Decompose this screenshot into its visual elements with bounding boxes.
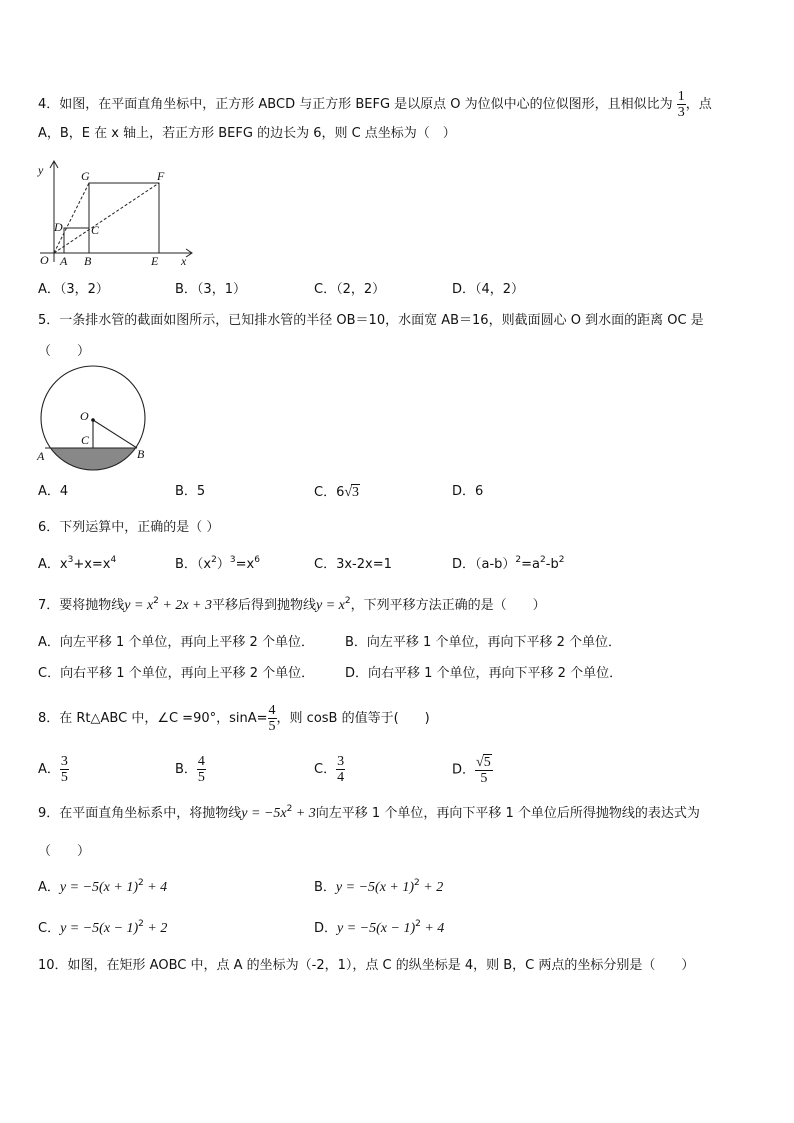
q6-d-exp2: 2 [540,555,546,565]
q8-option-b[interactable] [175,754,206,785]
q7-expr2: y = x [316,598,345,613]
q4-ratio-num: 1 [677,89,685,104]
q6-option-b[interactable] [175,557,260,573]
q5-water-area [34,448,152,472]
q7-option-d[interactable]: D．向右平移 1 个单位，再向下平移 2 个单位． [345,666,623,681]
q9-option-d[interactable] [314,921,444,937]
q7-expr1-exp: 2 [153,596,159,606]
q9-stem-line2: （ ） [38,844,91,859]
q9-option-c-expr: y = −5(x − 1) [60,921,139,936]
q5-option-b[interactable]: B．5 [175,484,206,499]
q4-label-e: E [151,254,159,268]
q6-stem: 6．下列运算中，正确的是（ ） [38,520,220,535]
q5-label-a: A [37,449,45,463]
q5-label-b: B [137,447,145,461]
q9-option-b-expr: y = −5(x + 1) [335,880,415,895]
q9-option-c-label: C． [38,921,61,936]
q4-stem-tail: ，点 [685,97,712,112]
q9-option-a-expr: y = −5(x + 1) [59,880,138,895]
q8-option-c[interactable] [314,754,345,785]
q8-option-d-num: 5 [483,755,491,770]
q8-sin-fraction [268,703,277,734]
q5-option-a[interactable]: A．4 [38,484,69,499]
q4-stem-text: 4．如图，在平面直角坐标中，正方形 ABCD 与正方形 BEFG 是以原点 O 为位似中心的位似图形，且相似比为 [38,97,673,112]
q8-stem [38,703,430,734]
q4-label-d: D [54,220,63,234]
q9-option-a-exp: 2 [138,878,144,888]
q6-b-exp2: 3 [229,555,236,565]
q9-option-b-tail: + 2 [419,880,444,895]
q5-label-c: C [81,433,90,447]
q6-b-exp3: 6 [254,555,260,565]
q9-stem-text2: 向左平移 1 个单位，再向下平移 1 个单位后所得抛物线的表达式为 [315,806,700,821]
q4-ratio-den: 3 [677,105,685,120]
q4-label-g: G [81,169,90,183]
q8-option-c-den: 4 [337,770,345,785]
q6-d-text1: D．（a-b） [452,557,516,572]
q9-expr-rest: + 3 [292,806,316,821]
q8-sin-den: 5 [268,719,276,734]
q8-option-c-num: 3 [337,754,345,769]
q4-label-b: B [84,254,92,268]
q9-option-d-tail: + 4 [420,921,445,936]
q4-label-o: O [40,253,49,267]
q4-square-befg [89,183,159,253]
q9-stem [38,806,700,822]
q6-a-exp1: 3 [67,555,74,565]
q4-label-x: x [181,254,187,268]
q9-option-d-label: D． [314,921,338,936]
q8-option-d-den: 5 [480,771,488,786]
q6-option-c[interactable]: C．3x-2x=1 [314,557,392,572]
q6-b-text3: =x [235,557,255,572]
q5-option-d[interactable]: D．6 [452,484,484,499]
q9-expr-exp: 2 [286,804,293,814]
q9-option-c-exp: 2 [138,919,144,929]
q9-option-a-tail: + 4 [143,880,168,895]
q4-option-b[interactable]: B．（3，1） [175,282,246,297]
q7-stem [38,598,546,614]
q5-option-c[interactable]: C．6√3 [314,485,360,500]
q7-expr1-rest: + 2x + 3 [158,598,212,613]
q4-label-a: A [60,254,68,268]
q4-dash-og [54,183,89,253]
q8-option-a-den: 5 [60,770,68,785]
q8-option-b-num: 4 [197,754,205,769]
q7-stem-text1: 7．要将抛物线 [38,598,125,613]
q6-d-exp3: 2 [558,555,565,565]
q4-stem-line2: A，B，E 在 x 轴上，若正方形 BEFG 的边长为 6，则 C 点坐标为（ ） [38,126,456,141]
q9-option-b-label: B． [314,880,336,895]
q8-stem-text2: ，则 cosB 的值等于( ) [276,711,430,726]
q8-option-b-label: B． [175,762,197,777]
q7-expr2-exp: 2 [344,596,351,606]
q9-stem-text1: 9．在平面直角坐标系中，将抛物线 [38,806,242,821]
q4-label-f: F [157,169,165,183]
q6-b-text1: B．（x [175,557,212,572]
q8-option-d-label: D． [452,762,476,778]
q4-option-c[interactable]: C．（2，2） [314,282,386,297]
q6-d-text2: =a [521,557,541,572]
q4-label-c: C [91,223,100,237]
q7-stem-text2: 平移后得到抛物线 [212,598,317,613]
q5-option-c-radicand: 3 [352,485,360,500]
q9-option-b-exp: 2 [414,878,420,888]
q7-expr1: y = x [124,598,154,613]
q6-d-exp1: 2 [515,555,522,565]
q5-segment-ob [93,420,137,448]
q6-b-text2: ） [216,557,230,572]
q8-option-a-label: A． [38,762,60,777]
q6-b-exp1: 2 [211,555,217,565]
q8-stem-text1: 8．在 Rt△ABC 中，∠C =90°，sinA= [38,711,268,726]
q6-a-text2: +x=x [73,557,111,572]
q6-option-a[interactable] [38,557,116,573]
q5-stem-line2: （ ） [38,344,91,359]
q8-option-a-num: 3 [60,754,68,769]
q7-option-a[interactable]: A．向左平移 1 个单位，再向上平移 2 个单位． [38,635,314,650]
q7-option-c[interactable]: C．向右平移 1 个单位，再向上平移 2 个单位． [38,666,315,681]
q4-ratio-fraction [677,89,686,120]
q5-stem-line1: 5．一条排水管的截面如图所示，已知排水管的半径 OB＝10，水面宽 AB＝16，则截面圆心 O 到水面的距离 OC 是 [38,313,704,328]
q5-center-dot [91,418,95,422]
q4-figure [36,158,206,268]
q9-option-c[interactable] [38,921,167,937]
q6-option-d[interactable] [452,557,564,573]
q8-sin-num: 4 [268,703,276,718]
q6-d-text3: -b [545,557,559,572]
q9-option-d-exp: 2 [415,919,421,929]
q5-figure [34,364,152,472]
q4-option-d[interactable]: D．（4，2） [452,282,525,297]
q8-option-d[interactable]: D． $\frac{√5}{5}$ [452,755,491,786]
q9-option-d-expr: y = −5(x − 1) [337,921,416,936]
q5-label-o: O [80,409,89,423]
q6-a-exp2: 4 [110,555,117,565]
q10-stem: 10．如图，在矩形 AOBC 中，点 A 的坐标为（-2，1），点 C 的纵坐标是 4，则 B，C 两点的坐标分别是（ ） [38,958,695,973]
q8-option-b-den: 5 [197,770,205,785]
q8-option-a[interactable] [38,754,69,785]
q9-option-a[interactable] [38,880,167,896]
q9-option-b[interactable] [314,880,443,896]
q8-option-c-label: C． [314,762,337,777]
q7-stem-text3: ，下列平移方法正确的是（ ） [350,598,546,613]
q9-option-a-label: A． [38,880,60,895]
q4-dash-of [54,183,159,253]
q6-a-text1: A．x [38,557,68,572]
q5-option-c-text: C．6 [314,485,345,500]
q9-expr: y = −5x [241,806,287,821]
q4-option-a[interactable]: A．（3，2） [38,282,109,297]
q4-stem-line1 [38,89,712,120]
q4-label-y: y [38,163,44,177]
q7-option-b[interactable]: B．向左平移 1 个单位，再向下平移 2 个单位． [345,635,621,650]
q9-option-c-tail: + 2 [143,921,168,936]
